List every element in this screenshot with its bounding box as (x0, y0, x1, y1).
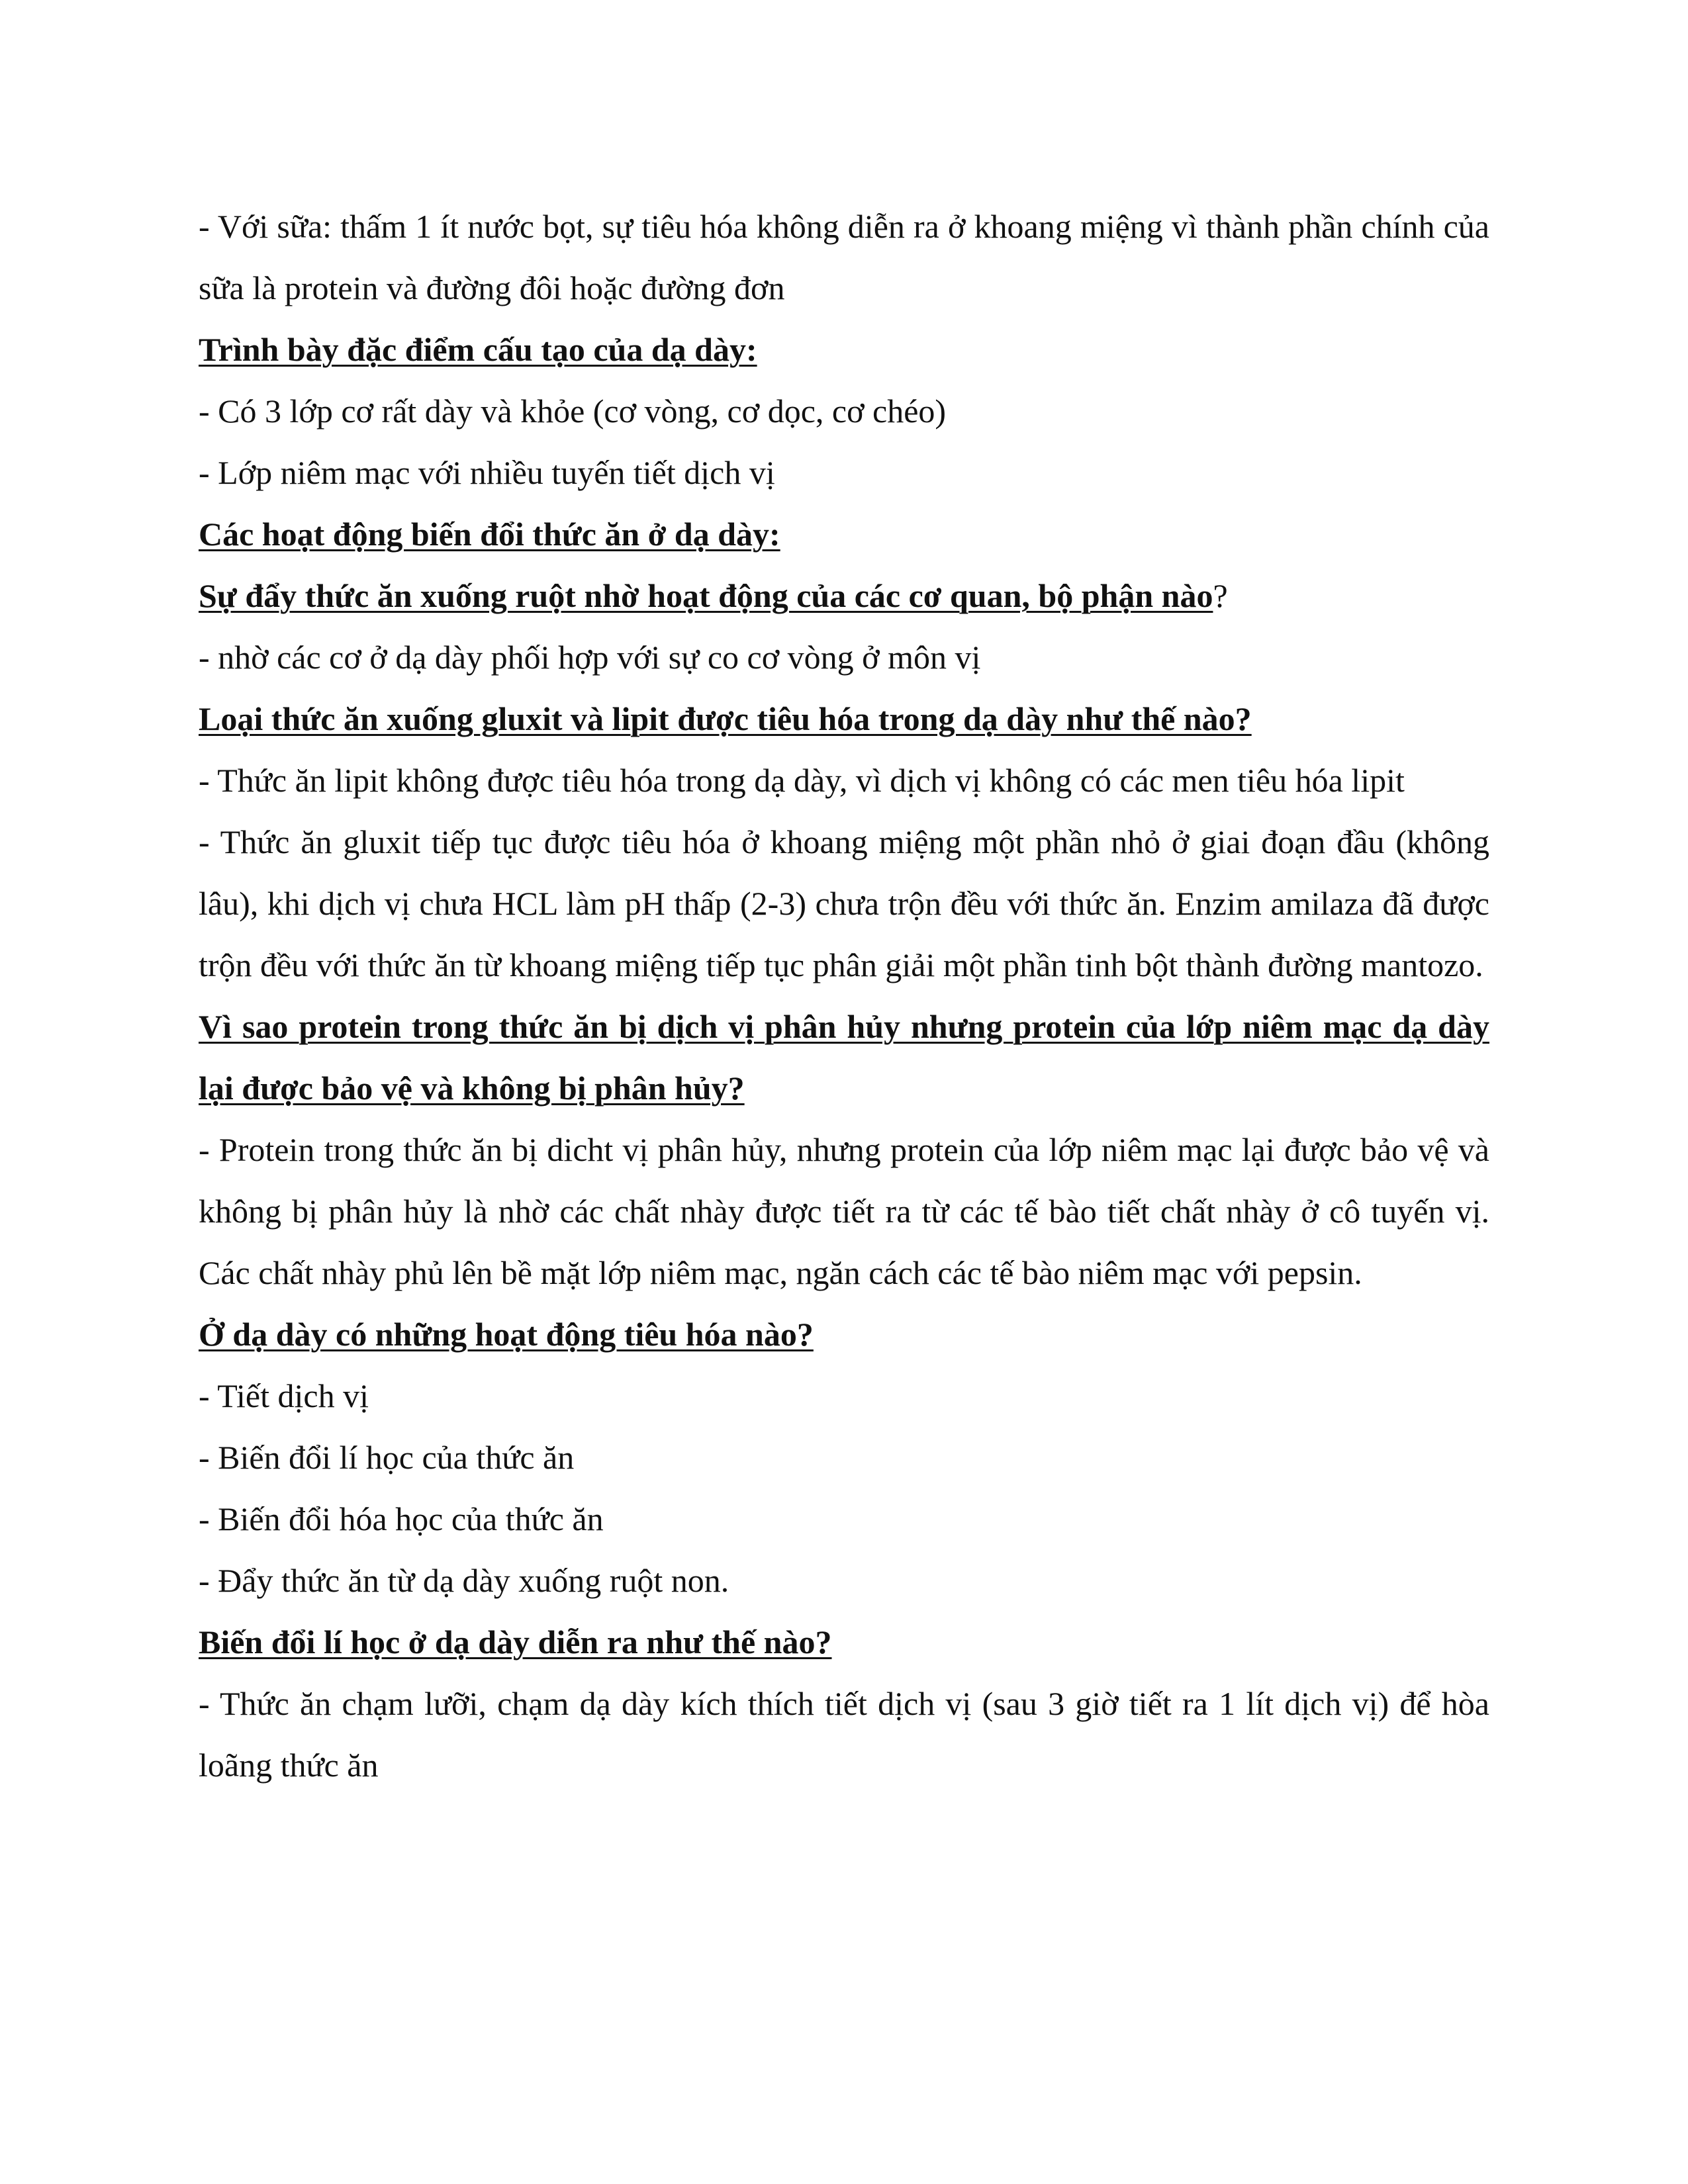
paragraph-physical-change: - Biến đổi lí học của thức ăn (199, 1439, 575, 1476)
heading-stomach-structure: Trình bày đặc điểm cấu tạo của dạ dày: (199, 331, 757, 368)
heading-physical-transformation: Biến đổi lí học ở dạ dày diễn ra như thế nào? (199, 1623, 832, 1661)
heading-protein-protection: Vì sao protein trong thức ăn bị dịch vị phân hủy nhưng protein của lớp niêm mạc dạ dày lại được bảo vệ và không bị phân hủy? (199, 1008, 1489, 1107)
document-page (199, 196, 1489, 1796)
paragraph-milk-digestion: - Với sữa: thấm 1 ít nước bọt, sự tiêu hóa không diễn ra ở khoang miệng vì thành phần chính của sữa là protein và đường đôi hoặc đường đơn (199, 208, 1489, 306)
heading-digestive-activities: Ở dạ dày có những hoạt động tiêu hóa nào? (199, 1316, 814, 1353)
heading-gluxit-lipit: Loại thức ăn xuống gluxit và lipit được tiêu hóa trong dạ dày như thế nào? (199, 700, 1252, 737)
paragraph-mucosa-layer: - Lớp niêm mạc với nhiều tuyến tiết dịch vị (199, 454, 775, 491)
heading-food-push: Sự đẩy thức ăn xuống ruột nhờ hoạt động của các cơ quan, bộ phận nào? (199, 577, 1228, 614)
paragraph-protein-answer: - Protein trong thức ăn bị dicht vị phân hủy, nhưng protein của lớp niêm mạc lại được bảo vệ và không bị phân hủy là nhờ các chất nhày được tiết ra từ các tế bào tiết chất nhày ở cô tuyến vị. Các chất nhày phủ lên bề mặt lớp niêm mạc, ngăn cách các tế bào niêm mạc với pepsin. (199, 1131, 1489, 1291)
paragraph-push-to-intestine: - Đẩy thức ăn từ dạ dày xuống ruột non. (199, 1562, 729, 1599)
paragraph-food-push-answer: - nhờ các cơ ở dạ dày phối hợp với sự co cơ vòng ở môn vị (199, 639, 981, 676)
paragraph-chemical-change: - Biến đổi hóa học của thức ăn (199, 1500, 604, 1537)
paragraph-secretion: - Tiết dịch vị (199, 1377, 369, 1414)
paragraph-gluxit-answer: - Thức ăn gluxit tiếp tục được tiêu hóa ở khoang miệng một phần nhỏ ở giai đoạn đầu (không lâu), khi dịch vị chưa HCL làm pH thấp (2-3) chưa trộn đều với thức ăn. Enzim amilaza đã được trộn đều với thức ăn từ khoang miệng tiếp tục phân giải một phần tinh bột thành đường mantozo. (199, 823, 1489, 983)
paragraph-physical-transformation-answer: - Thức ăn chạm lưỡi, chạm dạ dày kích thích tiết dịch vị (sau 3 giờ tiết ra 1 lít dịch vị) để hòa loãng thức ăn (199, 1685, 1489, 1784)
paragraph-lipit-answer: - Thức ăn lipit không được tiêu hóa trong dạ dày, vì dịch vị không có các men tiêu hóa lipit (199, 762, 1405, 799)
heading-stomach-activities: Các hoạt động biến đổi thức ăn ở dạ dày: (199, 516, 780, 553)
paragraph-muscle-layers: - Có 3 lớp cơ rất dày và khỏe (cơ vòng, cơ dọc, cơ chéo) (199, 392, 947, 430)
